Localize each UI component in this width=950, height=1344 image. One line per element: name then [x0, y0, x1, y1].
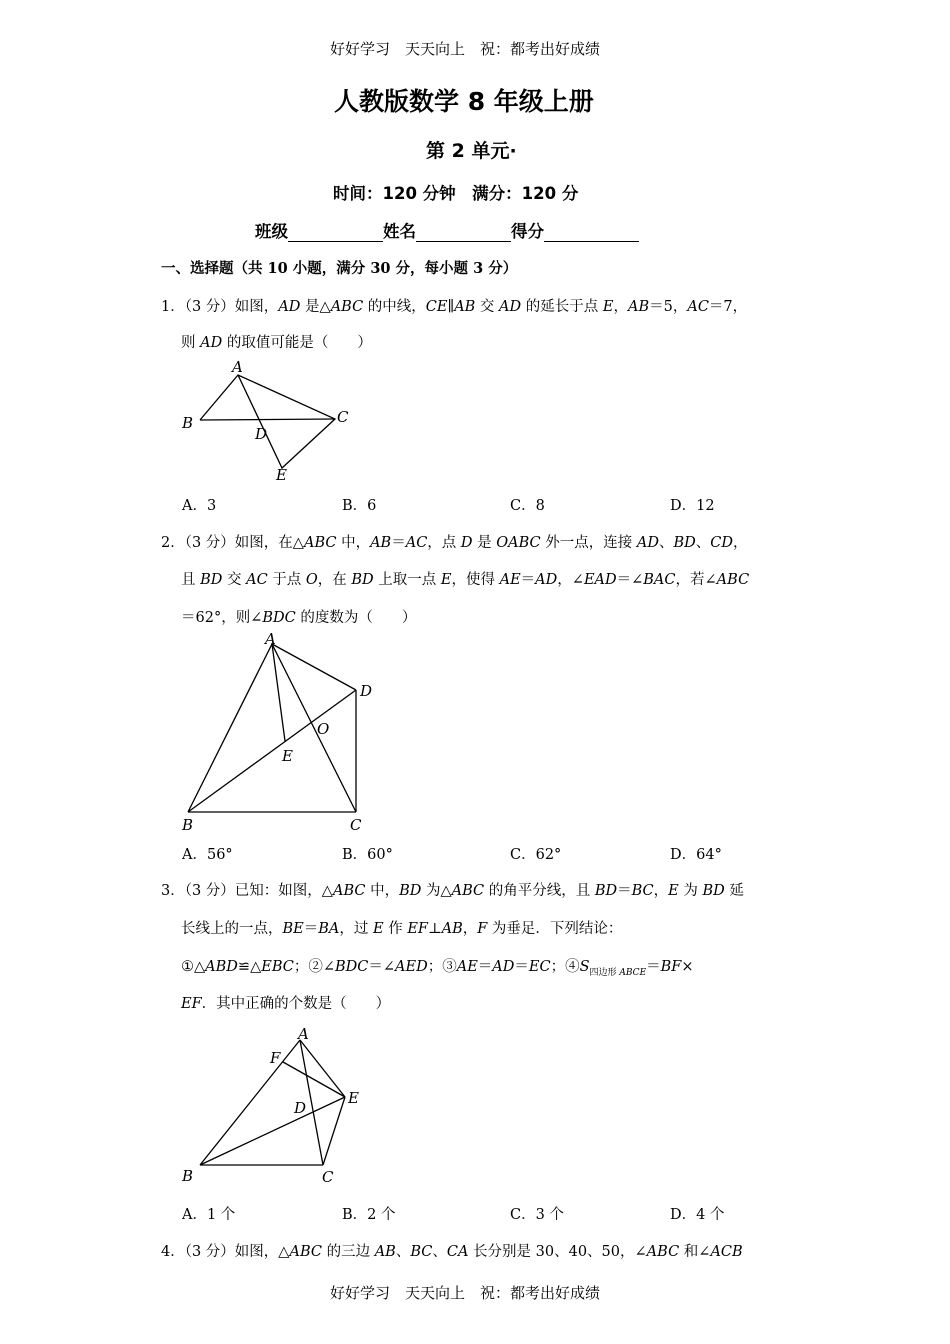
q3-label-a: A: [298, 1025, 309, 1043]
name-label: 姓名: [383, 222, 416, 241]
q2-line-ad: [272, 644, 356, 690]
class-label: 班级: [255, 222, 288, 241]
q3-line-ab: [200, 1040, 300, 1165]
q2-label-b: B: [182, 816, 194, 834]
q2-line-ab: [188, 644, 272, 812]
q2-option-b[interactable]: B．60°: [342, 847, 393, 863]
q1-option-c[interactable]: C．8: [510, 498, 545, 514]
info-fields: [255, 218, 639, 242]
q2-label-o: O: [317, 720, 330, 738]
section-heading: 一、选择题（共 10 小题，满分 30 分，每小题 3 分）: [161, 260, 518, 277]
question-3-line-3: ①△ABD≌△EBC；②∠BDC＝∠AED；③AE＝AD＝EC；$④S_{四边形 ABCE}=BF\times$: [181, 959, 694, 978]
name-field[interactable]: [416, 223, 511, 242]
q1-label-e: E: [276, 466, 287, 484]
q2-label-c: C: [350, 816, 362, 834]
q1-line-bc: [200, 419, 335, 420]
score-label: 得分: [511, 222, 544, 241]
q1-option-d[interactable]: D．12: [670, 498, 715, 514]
unit-title: 第 2 单元·: [426, 140, 517, 162]
question-3-line-4: EF．其中正确的个数是（ ）: [181, 996, 391, 1012]
question-1-line-1: 1．（3 分）如图，AD 是△ABC 的中线，CE∥AB 交 AD 的延长于点 E，AB＝5，AC＝7，: [161, 299, 748, 315]
q1-option-b[interactable]: B．6: [342, 498, 377, 514]
q3-line-fe: [283, 1062, 345, 1097]
q3-option-a[interactable]: A．1 个: [182, 1207, 236, 1223]
q1-label-c: C: [337, 408, 349, 426]
question-2-line-2: 且 BD 交 AC 于点 O，在 BD 上取一点 E，使得 AE＝AD，∠EAD＝∠BAC，若∠ABC: [181, 572, 750, 588]
question-4-line-1: 4．（3 分）如图，△ABC 的三边 AB、BC、CA 长分别是 30、40、50，∠ABC 和∠ACB: [161, 1244, 743, 1260]
class-field[interactable]: [288, 223, 383, 242]
q3-label-e: E: [348, 1089, 359, 1107]
q3-option-c[interactable]: C．3 个: [510, 1207, 564, 1223]
q3-label-b: B: [182, 1167, 194, 1185]
q2-line-ae: [272, 644, 285, 741]
q2-option-c[interactable]: C．62°: [510, 847, 562, 863]
q1-option-a[interactable]: A．3: [182, 498, 217, 514]
q2-label-e: E: [282, 747, 293, 765]
q2-line-ac: [272, 644, 356, 812]
page-header: 好好学习 天天向上 祝：都考出好成绩: [330, 40, 601, 58]
figure-q3: [170, 1022, 370, 1192]
q3-label-f: F: [270, 1049, 281, 1067]
q1-label-a: A: [232, 358, 243, 376]
time-score: 时间：120 分钟 满分：120 分: [333, 184, 579, 203]
q3-line-ae: [300, 1040, 345, 1097]
q3-line-ce: [323, 1097, 345, 1165]
q3-option-d[interactable]: D．4 个: [670, 1207, 725, 1223]
q2-label-d: D: [360, 682, 373, 700]
q1-lines-a: [200, 375, 335, 468]
figure-q2: [170, 628, 385, 838]
question-2-line-3: ＝62°，则∠BDC 的度数为（ ）: [181, 610, 417, 626]
q2-option-a[interactable]: A．56°: [182, 847, 233, 863]
q3-label-c: C: [322, 1168, 334, 1186]
q3-option-b[interactable]: B．2 个: [342, 1207, 396, 1223]
q3-line-be: [200, 1097, 345, 1165]
q3-label-d: D: [294, 1099, 307, 1117]
page-title: 人教版数学 8 年级上册: [334, 87, 594, 116]
question-2-line-1: 2．（3 分）如图，在△ABC 中，AB＝AC，点 D 是 OABC 外一点，连接 AD、BD、CD，: [161, 535, 748, 551]
q1-label-d: D: [255, 425, 268, 443]
question-1-line-2: 则 AD 的取值可能是（ ）: [181, 335, 372, 351]
q2-line-bd: [188, 690, 356, 812]
question-3-line-1: 3．（3 分）已知：如图，△ABC 中，BD 为△ABC 的角平分线，且 BD＝BC，E 为 BD 延: [161, 883, 744, 899]
question-3-line-2: 长线上的一点，BE＝BA，过 E 作 EF⊥AB，F 为垂足．下列结论：: [181, 921, 623, 937]
score-field[interactable]: [544, 223, 639, 242]
figure-q1: [175, 355, 360, 490]
page-footer: 好好学习 天天向上 祝：都考出好成绩: [330, 1284, 601, 1302]
q2-label-a: A: [265, 630, 276, 648]
q1-label-b: B: [182, 414, 194, 432]
q2-option-d[interactable]: D．64°: [670, 847, 722, 863]
